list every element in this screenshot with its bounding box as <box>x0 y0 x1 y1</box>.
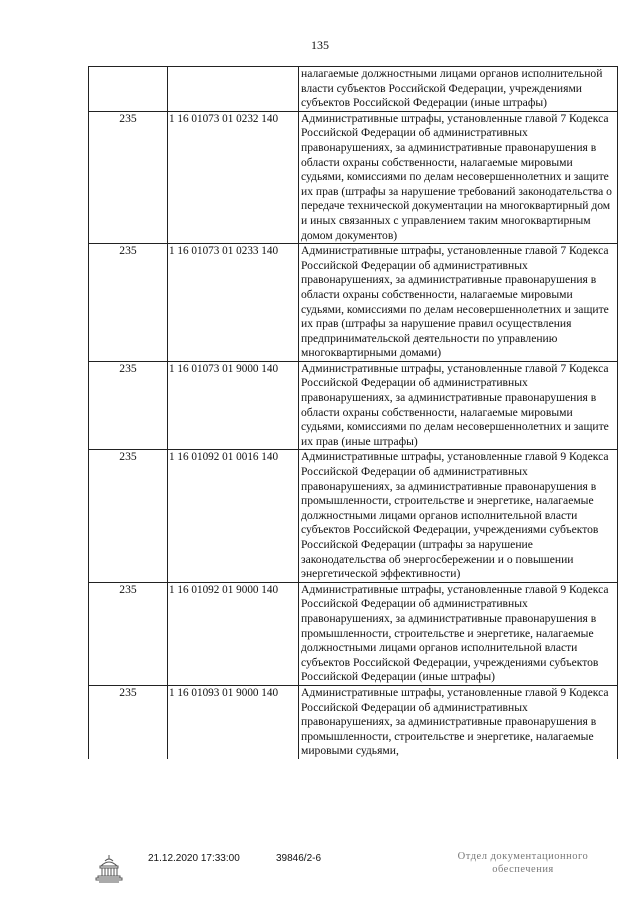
department-line-2: обеспечения <box>492 864 554 875</box>
admin-code-cell <box>89 67 168 112</box>
kbk-code-cell: 1 16 01092 01 0016 140 <box>168 450 299 582</box>
kbk-code-cell: 1 16 01073 01 0233 140 <box>168 244 299 362</box>
kbk-code-cell: 1 16 01073 01 9000 140 <box>168 361 299 450</box>
description-cell: Административные штрафы, установленные главой 7 Кодекса Российской Федерации об административных правонарушениях, за административные правонарушения в области охраны собственности, налагаемые мировыми судьями, комиссиями по делам несовершеннолетних и защите их прав (штрафы за нарушение требований законодательства о передаче технической документации на многоквартирный дом и иных связанных с управлением таким многоквартирным домом документов) <box>299 111 618 243</box>
table-row <box>89 244 618 362</box>
description-cell: Административные штрафы, установленные главой 9 Кодекса Российской Федерации об административных правонарушениях, за административные правонарушения в промышленности, строительстве и энергетике, налагаемые должностными лицами органов исполнительной власти субъектов Российской Федерации, учреждениями субъектов Российской Федерации (штрафы за нарушение законодательства об энергосбережении и о повышении энергетической эффективности) <box>299 450 618 582</box>
kbk-code-cell: 1 16 01093 01 9000 140 <box>168 685 299 758</box>
admin-code-cell: 235 <box>89 111 168 243</box>
table-row <box>89 111 618 243</box>
admin-code-cell: 235 <box>89 685 168 758</box>
table-row <box>89 582 618 685</box>
budget-classification-table <box>88 66 618 759</box>
description-cell: Административные штрафы, установленные главой 7 Кодекса Российской Федерации об административных правонарушениях, за административные правонарушения в области охраны собственности, налагаемые мировыми судьями, комиссиями по делам несовершеннолетних и защите их прав (иные штрафы) <box>299 361 618 450</box>
table-row <box>89 685 618 758</box>
table-row <box>89 361 618 450</box>
table-row <box>89 450 618 582</box>
admin-code-cell: 235 <box>89 582 168 685</box>
admin-code-cell: 235 <box>89 244 168 362</box>
description-cell: налагаемые должностными лицами органов исполнительной власти субъектов Российской Федерации, учреждениями субъектов Российской Федерации (иные штрафы) <box>299 67 618 112</box>
admin-code-cell: 235 <box>89 450 168 582</box>
parliament-emblem-icon <box>92 852 126 886</box>
stamp-timestamp: 21.12.2020 17:33:00 <box>148 853 240 864</box>
description-cell: Административные штрафы, установленные главой 7 Кодекса Российской Федерации об административных правонарушениях, за административные правонарушения в области охраны собственности, налагаемые мировыми судьями, комиссиями по делам несовершеннолетних и защите их прав (штрафы за нарушение правил осуществления предпринимательской деятельности по управлению многоквартирными домами) <box>299 244 618 362</box>
description-cell: Административные штрафы, установленные главой 9 Кодекса Российской Федерации об административных правонарушениях, за административные правонарушения в промышленности, строительстве и энергетике, налагаемые мировыми судьями, <box>299 685 618 758</box>
description-cell: Административные штрафы, установленные главой 9 Кодекса Российской Федерации об административных правонарушениях, за административные правонарушения в промышленности, строительстве и энергетике, налагаемые должностными лицами органов исполнительной власти субъектов Российской Федерации, учреждениями субъектов Российской Федерации (иные штрафы) <box>299 582 618 685</box>
table-row <box>89 67 618 112</box>
admin-code-cell: 235 <box>89 361 168 450</box>
kbk-code-cell <box>168 67 299 112</box>
department-line-1: Отдел документационного <box>457 851 589 862</box>
stamp-document-code: 39846/2-6 <box>276 853 322 864</box>
kbk-code-cell: 1 16 01092 01 9000 140 <box>168 582 299 685</box>
kbk-code-cell: 1 16 01073 01 0232 140 <box>168 111 299 243</box>
page-footer <box>0 852 640 892</box>
page-number: 135 <box>311 38 329 52</box>
department-stamp <box>428 850 618 876</box>
